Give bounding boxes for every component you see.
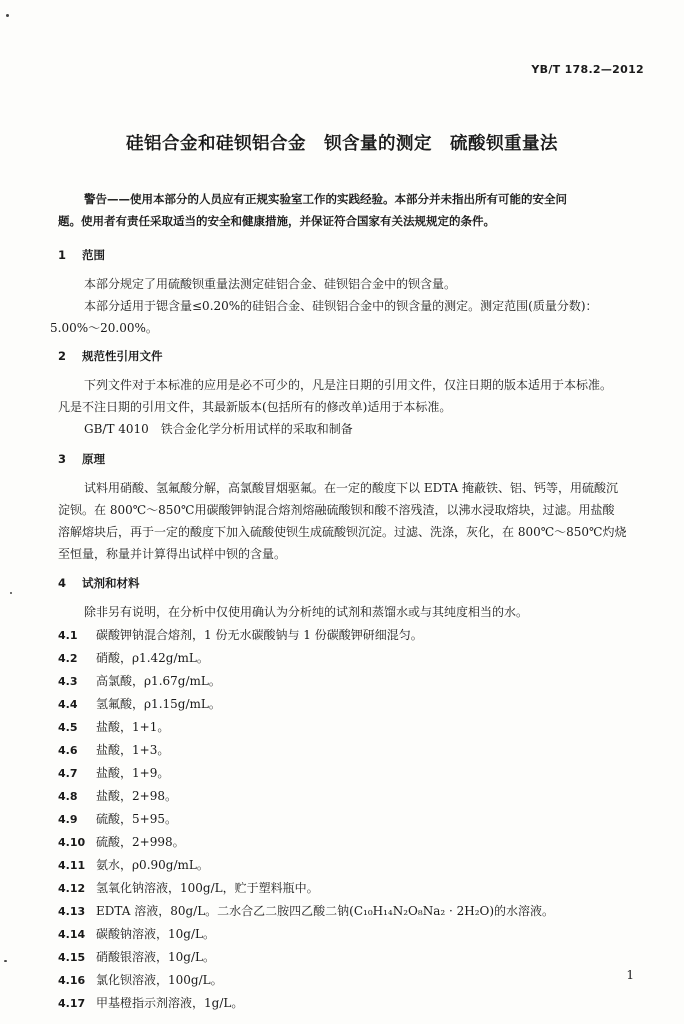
- normative-line-1: 下列文件对于本标准的应用是必不可少的，凡是注日期的引用文件，仅注日期的版本适用于本标准。: [84, 378, 613, 392]
- reagent-number: 4.14: [58, 928, 86, 941]
- reagent-text: 盐酸，2+98。: [96, 789, 177, 803]
- standard-code: YB/T 178.2—2012: [531, 63, 644, 76]
- scope-paragraph-2-line-2: 5.00%～20.00%。: [50, 321, 158, 335]
- reagent-item: [58, 672, 221, 689]
- reagent-item: [58, 902, 554, 919]
- reagent-number: 4.10: [58, 836, 86, 849]
- section-heading-reagents: [58, 575, 140, 591]
- reagent-item: [58, 879, 319, 896]
- reagent-number: 4.12: [58, 882, 86, 895]
- reagent-text: 碳酸钾钠混合熔剂，1 份无水碳酸钠与 1 份碳酸钾研细混匀。: [96, 628, 423, 642]
- reagent-item: [58, 948, 215, 965]
- reagent-number: 4.3: [58, 675, 78, 688]
- reagent-item: [58, 925, 215, 942]
- reagent-text: 盐酸，1+9。: [96, 766, 170, 780]
- reagent-text: 甲基橙指示剂溶液，1g/L。: [96, 996, 244, 1010]
- principle-line-2: 淀钡。在 800℃～850℃用碳酸钾钠混合熔剂熔融硫酸钡和酸不溶残渣，以沸水浸取熔块，过滤。用盐酸: [58, 503, 615, 517]
- reagent-number: 4.17: [58, 997, 86, 1010]
- reagent-text: 氢氟酸，ρ1.15g/mL。: [96, 697, 221, 711]
- reagent-item: [58, 856, 209, 873]
- page-number: 1: [626, 968, 634, 982]
- reagent-number: 4.11: [58, 859, 86, 872]
- section-number: 3: [58, 452, 67, 466]
- reagent-number: 4.1: [58, 629, 78, 642]
- reagent-number: 4.7: [58, 767, 78, 780]
- normative-reference: GB/T 4010 铁合金化学分析用试样的采取和制备: [84, 422, 353, 436]
- reagent-item: [58, 810, 177, 827]
- reagent-text: 氢氧化钠溶液，100g/L，贮于塑料瓶中。: [96, 881, 319, 895]
- warning-line-2: 题。使用者有责任采取适当的安全和健康措施，并保证符合国家有关法规规定的条件。: [58, 214, 495, 228]
- reagent-item: [58, 626, 423, 643]
- reagent-number: 4.15: [58, 951, 86, 964]
- section-number: 4: [58, 576, 67, 590]
- reagent-number: 4.16: [58, 974, 86, 987]
- scan-speck: [6, 14, 9, 17]
- section-number: 2: [58, 349, 67, 363]
- reagent-text: 盐酸，1+1。: [96, 720, 170, 734]
- scope-paragraph-2-line-1: 本部分适用于锶含量≤0.20%的硅铝合金、硅钡铝合金中的钡含量的测定。测定范围(质量分数)：: [84, 299, 598, 313]
- section-heading-principle: [58, 451, 105, 467]
- reagent-number: 4.13: [58, 905, 86, 918]
- reagent-text: 氨水，ρ0.90g/mL。: [96, 858, 209, 872]
- reagent-text: 高氯酸，ρ1.67g/mL。: [96, 674, 221, 688]
- reagent-item: [58, 649, 209, 666]
- section-heading-normative-references: [58, 348, 163, 364]
- document-title: 硅铝合金和硅钡铝合金 钡含量的测定 硫酸钡重量法: [126, 134, 558, 154]
- reagent-text: 硝酸银溶液，10g/L。: [96, 950, 215, 964]
- reagent-number: 4.9: [58, 813, 78, 826]
- reagent-number: 4.8: [58, 790, 78, 803]
- reagent-item: [58, 741, 169, 758]
- normative-line-2: 凡是不注日期的引用文件，其最新版本(包括所有的修改单)适用于本标准。: [58, 400, 452, 414]
- reagent-text: 碳酸钠溶液，10g/L。: [96, 927, 215, 941]
- principle-line-1: 试料用硝酸、氢氟酸分解，高氯酸冒烟驱氟。在一定的酸度下以 EDTA 掩蔽铁、铝、钙等，用硫酸沉: [84, 481, 619, 495]
- reagent-number: 4.5: [58, 721, 78, 734]
- reagent-number: 4.6: [58, 744, 78, 757]
- scan-speck: [4, 960, 7, 962]
- reagent-text: 硝酸，ρ1.42g/mL。: [96, 651, 209, 665]
- reagent-text: 硫酸，5+95。: [96, 812, 177, 826]
- reagent-item: [58, 718, 169, 735]
- reagent-number: 4.2: [58, 652, 78, 665]
- reagent-number: 4.4: [58, 698, 78, 711]
- reagent-item: [58, 787, 177, 804]
- principle-line-4: 至恒量，称量并计算得出试样中钡的含量。: [58, 547, 287, 561]
- reagents-intro: 除非另有说明，在分析中仅使用确认为分析纯的试剂和蒸馏水或与其纯度相当的水。: [84, 605, 529, 619]
- section-title: 规范性引用文件: [82, 349, 163, 363]
- reagent-text: EDTA 溶液，80g/L。二水合乙二胺四乙酸二钠(C₁₀H₁₄N₂O₈Na₂ · 2H₂O)的水溶液。: [96, 904, 555, 918]
- reagent-item: [58, 695, 221, 712]
- principle-line-3: 溶解熔块后，再于一定的酸度下加入硫酸使钡生成硫酸钡沉淀。过滤、洗涤，灰化，在 800℃～850℃灼烧: [58, 525, 627, 539]
- warning-line-1: 警告——使用本部分的人员应有正规实验室工作的实践经验。本部分并未指出所有可能的安全问: [84, 192, 567, 206]
- section-title: 试剂和材料: [82, 576, 140, 590]
- reagent-item: [58, 971, 223, 988]
- reagent-item: [58, 994, 243, 1011]
- reagent-item: [58, 764, 169, 781]
- section-title: 原理: [82, 452, 105, 466]
- reagent-text: 氯化钡溶液，100g/L。: [96, 973, 223, 987]
- section-title: 范围: [82, 248, 105, 262]
- scan-speck: [10, 592, 12, 594]
- section-heading-scope: [58, 247, 105, 263]
- reagent-text: 硫酸，2+998。: [96, 835, 185, 849]
- section-number: 1: [58, 248, 67, 262]
- scope-paragraph-1: 本部分规定了用硫酸钡重量法测定硅铝合金、硅钡铝合金中的钡含量。: [84, 277, 457, 291]
- reagent-item: [58, 833, 185, 850]
- reagent-text: 盐酸，1+3。: [96, 743, 170, 757]
